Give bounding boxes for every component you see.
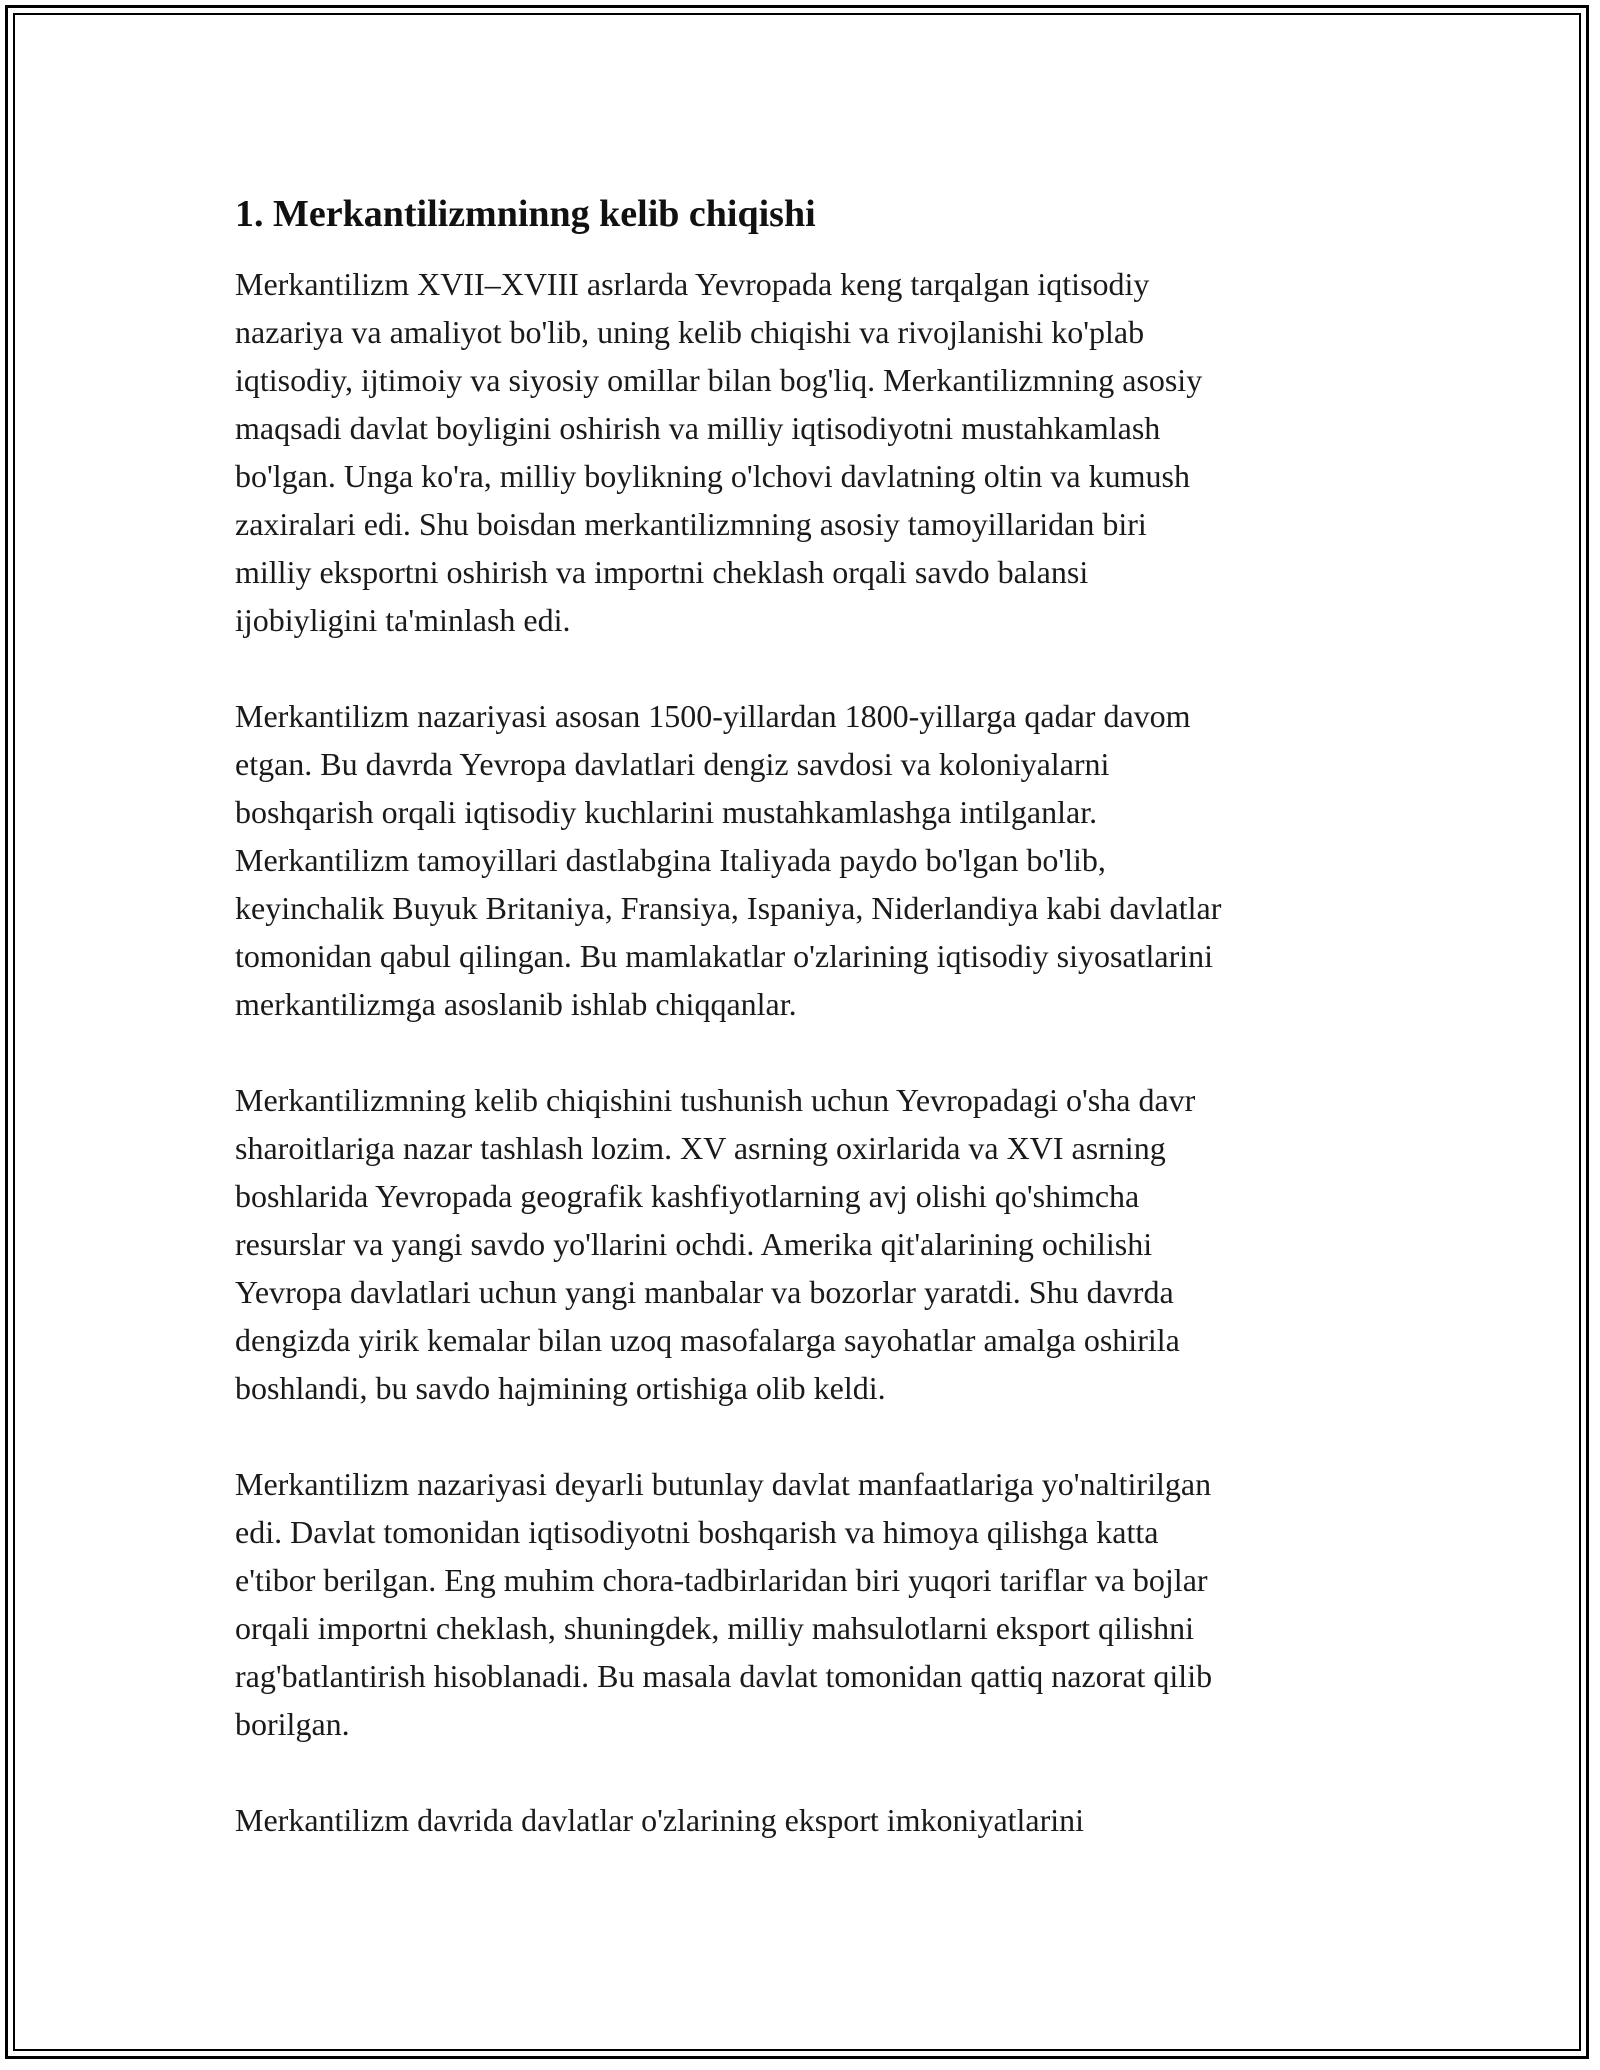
paragraph-2: Merkantilizm nazariyasi asosan 1500-yillardan 1800-yillarga qadar davom etgan. Bu davrda Yevropa davlatlari dengiz savdosi va koloniyalarni boshqarish orqali iqtisodiy kuchlarini mustahkamlashga intilganlar. Merkantilizm tamoyillari dastlabgina Italiyada paydo bo'lgan bo'lib, keyinchalik Buyuk Britaniya, Fransiya, Ispaniya, Niderlandiya kabi davlatlar tomonidan qabul qilingan. Bu mamlakatlar o'zlarining iqtisodiy siyosatlarini merkantilizmga asoslanib ishlab chiqqanlar. [235, 698, 1222, 1022]
paragraph-gap [235, 644, 1395, 692]
paragraph-1: Merkantilizm XVII–XVIII asrlarda Yevropada keng tarqalgan iqtisodiy nazariya va amaliyot bo'lib, uning kelib chiqishi va rivojlanishi ko'plab iqtisodiy, ijtimoiy va siyosiy omillar bilan bog'liq. Merkantilizmning asosiy maqsadi davlat boyligini oshirish va milliy iqtisodiyotni mustahkamlash bo'lgan. Unga ko'ra, milliy boylikning o'lchovi davlatning oltin va kumush zaxiralari edi. Shu boisdan merkantilizmning asosiy tamoyillaridan biri milliy eksportni oshirish va importni cheklash orqali savdo balansi ijobiyligini ta'minlash edi. [235, 266, 1203, 638]
paragraph-gap [235, 1412, 1395, 1460]
paragraph-gap [235, 1028, 1395, 1076]
document-body [235, 188, 1395, 1844]
paragraph-4: Merkantilizm nazariyasi deyarli butunlay davlat manfaatlariga yo'naltirilgan edi. Davlat tomonidan iqtisodiyotni boshqarish va himoya qilishga katta e'tibor berilgan. Eng muhim chora-tadbirlaridan biri yuqori tariflar va bojlar orqali importni cheklash, shuningdek, milliy mahsulotlarni eksport qilishni rag'batlantirish hisoblanadi. Bu masala davlat tomonidan qattiq nazorat qilib borilgan. [235, 1466, 1213, 1742]
section-heading: 1. Merkantilizmninng kelib chiqishi [235, 193, 816, 235]
paragraph-5: Merkantilizm davrida davlatlar o'zlarining eksport imkoniyatlarini [235, 1802, 1085, 1838]
paragraph-gap [235, 1748, 1395, 1796]
paragraph-3: Merkantilizmning kelib chiqishini tushunish uchun Yevropadagi o'sha davr sharoitlariga nazar tashlash lozim. XV asrning oxirlarida va XVI asrning boshlarida Yevropada geografik kashfiyotlarning avj olishi qo'shimcha resurslar va yangi savdo yo'llarini ochdi. Amerika qit'alarining ochilishi Yevropa davlatlari uchun yangi manbalar va bozorlar yaratdi. Shu davrda dengizda yirik kemalar bilan uzoq masofalarga sayohatlar amalga oshirila boshlandi, bu savdo hajmining ortishiga olib keldi. [235, 1082, 1196, 1406]
